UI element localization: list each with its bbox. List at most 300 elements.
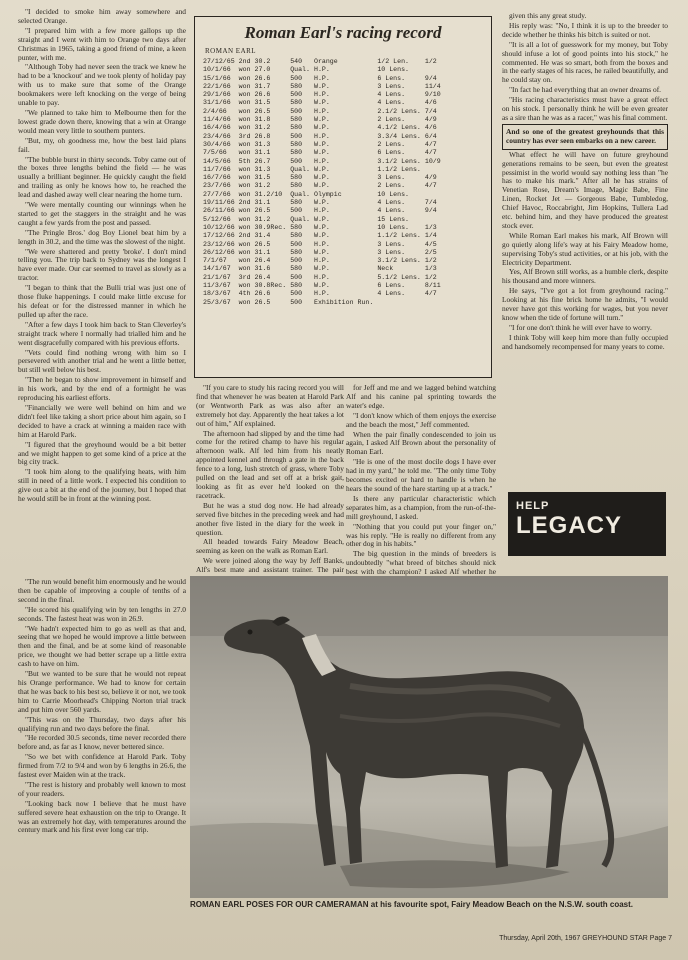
record-row	[203, 232, 445, 240]
record-cell: 6 Lens.	[377, 282, 406, 290]
record-cell: 26.6	[254, 91, 271, 99]
record-cell: 21/1/67	[203, 273, 231, 281]
record-row	[203, 158, 445, 166]
record-cell: 2nd	[238, 232, 251, 240]
record-cell: 9/4	[424, 207, 437, 215]
racing-record-subtitle: ROMAN EARL	[205, 47, 257, 55]
article-paragraph: While Roman Earl makes his mark, Alf Brown will go quietly along life's way at his Fairy Meadow home, supervising Toby's stud activities, or at his job, with the Electricity Department.	[502, 230, 668, 267]
record-cell: 4/9	[424, 116, 437, 124]
record-cell: H.P.	[313, 290, 330, 298]
record-cell: 7/4	[424, 107, 437, 115]
record-cell: 2nd	[238, 58, 251, 65]
record-cell: 31.4	[254, 232, 271, 240]
record-cell: 500	[290, 257, 303, 265]
record-cell: 4/6	[424, 99, 437, 107]
record-cell: won	[238, 99, 251, 107]
record-cell: 4 Lens.	[377, 290, 406, 298]
article-paragraph: When the pair finally condescended to join us again, I asked Alf Brown about the personality of Roman Earl.	[346, 429, 496, 457]
record-cell: 500	[290, 207, 303, 215]
record-cell: 30.9Rec.	[254, 223, 287, 231]
record-cell: 27.0	[254, 66, 271, 74]
record-cell: 1/3	[424, 223, 437, 231]
record-cell: W.P.	[313, 265, 330, 273]
article-paragraph: "I took him along to the qualifying heats, with him still in need of a little work. I expected his condition to give out a bit at the end of the journey, but I hoped that he would still be in front at the winning post.	[18, 467, 186, 504]
record-cell: 31.5	[254, 99, 271, 107]
record-cell: 2 Lens.	[377, 140, 406, 148]
record-cell: 11/4	[424, 82, 441, 90]
record-cell: 26.6	[254, 74, 271, 82]
record-row	[203, 75, 445, 83]
article-paragraph: "The run would benefit him enormously and he would then be capable of improving a couple of tenths of a second in the final.	[18, 577, 186, 604]
record-cell: 3 Lens.	[377, 248, 406, 256]
record-row	[203, 133, 445, 141]
record-cell: 3.1/2 Lens.	[377, 257, 421, 265]
record-cell: 4 Lens.	[377, 199, 406, 207]
record-cell: Qual.	[290, 66, 310, 74]
record-cell: 4/7	[424, 140, 437, 148]
article-paragraph: "The Pringle Bros.' dog Boy Lionel beat him by a length in 30.2, and the time was the slowest of the night.	[18, 227, 186, 246]
record-cell: 26.5	[254, 207, 271, 215]
article-paragraph: "The bubble burst in thirty seconds. Toby came out of the boxes three lengths behind the field — he was usually a brilliant beginner. He quickly caught the field and trailing as only he knows how to, he reached the lead and dashed away well clear nearing the home turn.	[18, 154, 186, 200]
record-cell: 18/3/67	[203, 290, 231, 298]
record-cell: 3 Lens.	[377, 82, 406, 90]
record-cell: Neck	[377, 265, 394, 273]
article-paragraph: "He scored his qualifying win by ten lengths in 27.0 seconds. The fastest heat was won in 26.9.	[18, 604, 186, 623]
record-cell: 31.3	[254, 165, 271, 173]
record-cell: 31.2/10	[254, 190, 283, 198]
record-cell: 26.5	[254, 298, 271, 306]
record-cell	[425, 216, 445, 224]
article-paragraph: given this any great study.	[509, 11, 587, 20]
record-cell: 7/5/66	[203, 149, 227, 157]
article-paragraph: "Then he began to show improvement in himself and in his work, and by the end of a fortnight he was reproducing his earliest efforts.	[18, 375, 186, 403]
record-cell: 26.4	[254, 257, 271, 265]
record-cell: won	[238, 91, 251, 99]
record-cell: H.P.	[313, 257, 330, 265]
record-cell: won	[238, 124, 251, 132]
record-cell: 26/12/66	[203, 248, 235, 256]
record-cell: 16/7/66	[203, 174, 231, 182]
article-paragraph: "But, my, oh goodness me, how the best laid plans fail.	[18, 135, 186, 154]
record-cell: W.P.	[313, 174, 330, 182]
record-cell: H.P.	[313, 132, 330, 140]
record-row	[203, 124, 445, 132]
record-row	[203, 116, 445, 124]
record-row	[203, 257, 445, 265]
record-cell: 500	[290, 74, 303, 82]
record-cell: 27/12/65	[203, 58, 235, 65]
record-cell: 31.1	[254, 199, 271, 207]
record-cell: 15 Lens.	[377, 215, 409, 223]
record-row	[203, 224, 445, 232]
record-cell: 30.8Rec.	[254, 282, 287, 290]
page-footer: Thursday, April 20th, 1967 GREYHOUND STAR Page 7	[499, 935, 672, 942]
record-cell: W.P.	[313, 182, 330, 190]
record-cell: H.P.	[313, 107, 330, 115]
article-paragraph: "Although Toby had never seen the track we knew he had to be a 'knockout' and we took plenty of holiday pay with us to make sure that some of the Orange bookmakers were left knocking on the verge of being unable to pay.	[18, 62, 186, 108]
record-cell: W.P.	[313, 116, 330, 124]
record-cell: W.P.	[313, 140, 330, 148]
record-cell: 11/7/66	[203, 165, 231, 173]
article-paragraph: He says, "I've got a lot from greyhound racing." Looking at his fine brick home he admits, "I would never have got this working for wages, but you never know when the tide of fortune will turn."	[502, 286, 668, 322]
record-cell: 4 Lens.	[377, 99, 406, 107]
record-cell: Olympic	[313, 190, 342, 198]
record-cell: 580	[290, 99, 303, 107]
record-cell: 580	[290, 174, 303, 182]
record-cell: 11/4/66	[203, 116, 231, 124]
record-cell: 580	[290, 124, 303, 132]
record-cell: 500	[290, 157, 303, 165]
record-cell: 580	[290, 248, 303, 256]
record-cell: won	[238, 282, 251, 290]
record-cell: 17/12/66	[203, 232, 235, 240]
record-cell: H.P.	[313, 240, 330, 248]
record-cell: 500	[290, 273, 303, 281]
record-cell: 6 Lens.	[377, 74, 406, 82]
record-cell: 4 Lens.	[377, 91, 406, 99]
record-cell: 31.2	[254, 124, 271, 132]
record-cell: 4.1/2 Lens.	[377, 124, 421, 132]
record-cell: H.P.	[313, 66, 330, 74]
record-cell: Qual.	[290, 215, 310, 223]
record-cell: won	[238, 165, 251, 173]
record-cell: 1/4	[424, 232, 437, 240]
record-cell: 27/7/66	[203, 190, 231, 198]
article-paragraph: "Financially we were well behind on him and we didn't feel like taking a short price about him again, so I decided to have a crack at winning a maiden race with him at Harold Park.	[18, 402, 186, 439]
record-cell: 580	[290, 282, 303, 290]
record-cell: 31.1	[254, 149, 271, 157]
record-cell: 31.5	[254, 174, 271, 182]
record-cell: won	[238, 116, 251, 124]
record-cell: 1/3	[424, 265, 437, 273]
record-cell: 1.1/2 Lens.	[377, 165, 421, 173]
record-cell: W.P.	[313, 199, 330, 207]
record-cell	[425, 166, 445, 174]
help-legacy-advert	[508, 492, 666, 556]
record-row	[203, 166, 445, 174]
greyhound-photo	[190, 576, 668, 898]
record-cell: won	[238, 107, 251, 115]
record-cell: 15/1/66	[203, 74, 231, 82]
article-paragraph: The big question in the minds of breeders is undoubtedly "what breed of bitches should nick best with the champion? I asked Alf whether he	[346, 549, 496, 577]
article-paragraph: We were joined along the way by Jeff Banks, Alf's best mate and assistant trainer. The pair	[196, 556, 344, 575]
record-cell: 7/1/67	[203, 257, 227, 265]
record-cell: 14/1/67	[203, 265, 231, 273]
record-cell: 6/4	[424, 132, 437, 140]
record-row	[203, 265, 445, 273]
record-cell: W.P.	[313, 82, 330, 90]
record-cell: 4/6	[424, 124, 437, 132]
article-paragraph: Is there any particular characteristic which separates him, as a champion, from the run-of-the-mill greyhound, I asked.	[346, 493, 496, 521]
record-cell: 26.5	[254, 107, 271, 115]
record-cell	[425, 66, 445, 74]
record-cell: won	[238, 257, 251, 265]
record-cell: 26.6	[254, 290, 271, 298]
article-paragraph: "But we wanted to be sure that he would not repeat his Orange performance. We had to know for certain that he was back to his best so, believe it or not, we took him to Carrie Moorhead's Chipping Norton trial track and put him over 560 yards.	[18, 669, 186, 714]
article-paragraph: Yes, Alf Brown still works, as a humble clerk, despite his thousand and more winners.	[502, 267, 668, 286]
article-paragraph: I think Toby will keep him more than fully occupied and handsomely recompensed for many years to come.	[502, 332, 668, 351]
record-cell: 1/2	[424, 257, 437, 265]
record-cell: 23/12/66	[203, 240, 235, 248]
record-cell: 31.2	[254, 215, 271, 223]
record-cell: 10/9	[424, 157, 441, 165]
record-cell: 19/11/66	[203, 199, 235, 207]
record-row	[203, 282, 445, 290]
record-row	[203, 216, 445, 224]
record-cell: 26.4	[254, 273, 271, 281]
article-paragraph: for Jeff and me and we lagged behind watching Alf and his canine pal sprinting towards the water's edge.	[346, 383, 496, 410]
record-cell: H.P.	[313, 91, 330, 99]
record-cell: won	[238, 240, 251, 248]
record-cell: 31.1	[254, 248, 271, 256]
record-cell: 6 Lens.	[377, 149, 406, 157]
article-paragraph: "We were shattered and pretty 'broke'. I don't mind telling you. The trip back to Sydney was the longest I have ever made. Our car seemed to travel as slowly as a tractor.	[18, 246, 186, 283]
record-cell: 4/7	[424, 149, 437, 157]
record-row	[203, 149, 445, 157]
record-row	[203, 58, 445, 66]
article-paragraph: "I don't know which of them enjoys the exercise and the beach the most," Jeff commented.	[346, 410, 496, 429]
record-row	[203, 91, 445, 99]
racing-record-table	[203, 58, 445, 307]
record-cell: 26.7	[254, 157, 271, 165]
record-cell: 5/12/66	[203, 215, 231, 223]
record-cell: 3rd	[238, 273, 251, 281]
record-cell: W.P.	[313, 232, 330, 240]
record-cell: 2.1/2 Lens.	[377, 107, 421, 115]
article-paragraph: "So we bet with confidence at Harold Park. Toby firmed from 7/2 to 9/4 and won by 6 lengths in 26.6, the fastest ever Maiden win at the track.	[18, 752, 186, 780]
record-cell: 23/4/66	[203, 132, 231, 140]
article-paragraph: "Nothing that you could put your finger on," was his reply. "He is really no different from any other dog in his habits."	[346, 521, 496, 549]
record-row	[203, 108, 445, 116]
article-paragraph: "I began to think that the Bulli trial was just one of those fluke happenings. I could make little excuse for his defeat or for the distressed manner in which he pulled up after the race.	[18, 283, 186, 319]
record-cell: won	[238, 265, 251, 273]
record-cell: 23/7/66	[203, 182, 231, 190]
record-cell: 2nd	[238, 199, 251, 207]
record-cell: 26.8	[254, 132, 271, 140]
record-cell: 31.3	[254, 140, 271, 148]
record-cell: 2 Lens.	[377, 116, 406, 124]
record-cell: 31/1/66	[203, 99, 231, 107]
article-paragraph: "He recorded 30.5 seconds, time never recorded there before and, as far as I know, never bettered since.	[18, 733, 186, 752]
record-cell: 2/5	[424, 248, 437, 256]
record-cell: 580	[290, 149, 303, 157]
record-cell: 500	[290, 290, 303, 298]
article-paragraph: "We were mentally counting our winnings when he started to get the staggers in the straight and he was caught a few yards from the post and passed.	[18, 200, 186, 227]
record-cell: won	[238, 174, 251, 182]
record-cell: 16/4/66	[203, 124, 231, 132]
record-cell: 31.2	[254, 182, 271, 190]
record-cell: 5th	[238, 157, 251, 165]
record-row	[203, 241, 445, 249]
article-column-1-continued	[18, 578, 186, 896]
record-row	[203, 207, 445, 215]
record-cell: H.P.	[313, 157, 330, 165]
record-cell: won	[238, 248, 251, 256]
record-cell: 1/2	[424, 273, 437, 281]
article-paragraph: The afternoon had slipped by and the time had come for the retired champ to have his regular afternoon walk. Alf led him from his neatly appointed kennel and through a gate in the back fence to a long, lush stretch of grass, where Toby pulled on the lead and set off at a brisk gait, looking as fit as ever he'd looked on the racetrack.	[196, 428, 344, 500]
record-cell: 580	[290, 265, 303, 273]
record-cell: 31.7	[254, 82, 271, 90]
record-row	[203, 290, 445, 298]
article-column-right	[502, 12, 668, 488]
article-paragraph: "I decided to smoke him away somewhere and selected Orange.	[18, 7, 186, 25]
record-cell: 3rd	[238, 132, 251, 140]
record-cell: H.P.	[313, 207, 330, 215]
callout-box: And so one of the greatest greyhounds that this country has ever seen embarks on a new career.	[502, 124, 668, 150]
record-cell: 1/2	[424, 58, 437, 65]
record-cell: 3.1/2 Lens.	[377, 157, 421, 165]
record-row	[203, 174, 445, 182]
record-cell: 10/12/66	[203, 223, 235, 231]
record-row	[203, 182, 445, 190]
record-cell: 9/10	[424, 91, 441, 99]
article-paragraph: His reply was: "No, I think it is up to the breeder to decide whether he thinks his bitch is suited or not.	[502, 20, 668, 39]
record-cell: 26/11/66	[203, 207, 235, 215]
article-paragraph: "We hadn't expected him to go as well as that and, seeing that we hoped he would improve a little between then and the final, and be at some kind of reasonable price, we thought we had better scrape up a little extra cash to have on him.	[18, 623, 186, 669]
record-cell: H.P.	[313, 74, 330, 82]
article-paragraph: "I figured that the greyhound would be a bit better and we might happen to get some kind of a price at the big city track.	[18, 439, 186, 467]
record-cell: won	[238, 298, 251, 306]
record-cell: 500	[290, 132, 303, 140]
record-cell: 580	[290, 182, 303, 190]
record-cell: H.P.	[313, 273, 330, 281]
article-paragraph: "This was on the Thursday, two days after his qualifying run and two days before the final.	[18, 714, 186, 733]
record-cell: 580	[290, 116, 303, 124]
article-paragraph: "We planned to take him to Melbourne then for the lowest grade down there, knowing that a win at Orange would mean very little to southern punters.	[18, 107, 186, 135]
record-row	[203, 99, 445, 107]
record-cell: 25/3/67	[203, 298, 231, 306]
record-cell: Orange	[313, 58, 338, 65]
record-cell: W.P.	[313, 248, 330, 256]
record-row	[203, 83, 445, 91]
record-cell: 500	[290, 91, 303, 99]
record-cell: 580	[290, 140, 303, 148]
record-cell: 31.8	[254, 116, 271, 124]
record-cell: 30.2	[254, 58, 271, 65]
record-cell: W.P.	[313, 149, 330, 157]
record-cell: 500	[290, 298, 303, 306]
record-row	[203, 66, 445, 74]
article-paragraph: "The rest is history and probably well known to most of your readers.	[18, 779, 186, 798]
article-paragraph: "Vets could find nothing wrong with him so I persevered with another trial and he went a little better, but still well below his best.	[18, 347, 186, 375]
record-cell: 4/7	[424, 290, 437, 298]
article-paragraph: But he was a stud dog now. He had already served five bitches in the preceding week and had another five listed in the diary for the week in question.	[196, 500, 344, 537]
record-cell	[425, 299, 445, 307]
record-cell: Qual.	[290, 165, 310, 173]
record-cell: 22/1/66	[203, 82, 231, 90]
record-cell: 1/2 Len.	[377, 58, 409, 65]
record-cell: 580	[290, 232, 303, 240]
record-cell: 4/7	[424, 182, 437, 190]
record-row	[203, 199, 445, 207]
record-cell: won	[238, 74, 251, 82]
record-cell: won	[238, 207, 251, 215]
record-cell: 580	[290, 223, 303, 231]
article-column-middle-left	[196, 383, 344, 575]
article-paragraph: "After a few days I took him back to Stan Cleverley's straight track where I normally had trialled him and he went disgracefully compared with his previous efforts.	[18, 319, 186, 347]
article-paragraph: "He is one of the most docile dogs I have ever had in my yard," he told me. "The only time Toby becomes excited or hard to handle is when he hears the sound of the hare starting up at a track."	[346, 457, 496, 493]
record-cell: 4/5	[424, 240, 437, 248]
record-cell: 3 Lens.	[377, 174, 406, 182]
record-cell: W.P.	[313, 215, 330, 223]
record-cell: 500	[290, 240, 303, 248]
record-cell: won	[238, 182, 251, 190]
record-cell: W.P.	[313, 124, 330, 132]
article-paragraph: "If you care to study his racing record you will find that whenever he was beaten at Harold Park (or Wentworth Park as was also after an extremely hot day. Apparently the heat takes a lot out of him," Alf explained.	[196, 383, 344, 428]
record-cell: 31.6	[254, 265, 271, 273]
record-cell	[377, 299, 425, 307]
article-paragraph: "I for one don't think he will ever have to worry.	[509, 322, 652, 332]
article-column-middle-right	[346, 383, 496, 577]
record-cell	[425, 191, 445, 199]
record-cell: 10 Lens.	[377, 66, 409, 74]
record-cell: 8/11	[424, 282, 441, 290]
record-cell: 580	[290, 199, 303, 207]
record-cell: won	[238, 215, 251, 223]
article-column-1	[18, 8, 186, 576]
record-cell: 2 Lens.	[377, 182, 406, 190]
legacy-text: LEGACY	[516, 512, 623, 539]
racing-record-box	[194, 16, 492, 378]
article-paragraph: "It is all a lot of guesswork for my money, but Toby should infuse a lot of good points into his stock," he commented. He was so smart, both from the boxes and in the early stages of his races, he railed beautifully, and he could stay on.	[502, 39, 668, 85]
record-row	[203, 274, 445, 282]
record-cell: 3 Lens.	[377, 240, 406, 248]
record-cell: 540	[290, 58, 303, 65]
record-cell: 3.3/4 Lens.	[377, 132, 421, 140]
article-paragraph: "Looking back now I believe that he must have suffered severe heat exhaustion on the trip to Orange. It was an extremely hot day, with temperatures around the century mark and his first ever long car trip.	[18, 798, 186, 835]
record-row	[203, 299, 445, 307]
record-cell: won	[238, 82, 251, 90]
record-cell: 500	[290, 107, 303, 115]
record-cell: Exhibition Run.	[313, 298, 374, 306]
article-paragraph: All headed towards Fairy Meadow Beach, seeming as keen on the walk as Roman Earl.	[196, 537, 344, 556]
record-cell: 7/4	[424, 199, 437, 207]
record-cell: won	[238, 190, 251, 198]
record-cell: 10 Lens.	[377, 223, 409, 231]
record-cell: 26.5	[254, 240, 271, 248]
record-cell: W.P.	[313, 223, 330, 231]
record-cell: 580	[290, 82, 303, 90]
article-paragraph: "His racing characteristics must have a great effect on his stock. I personally think he will be even greater as a sire than he was as a racer," was his final comment.	[502, 95, 668, 122]
record-cell: 29/1/66	[203, 91, 231, 99]
greyhound-photo-image	[190, 576, 668, 898]
racing-record-title: Roman Earl's racing record	[244, 23, 442, 42]
record-cell: won	[238, 223, 251, 231]
record-cell: Qual.	[290, 190, 310, 198]
record-row	[203, 249, 445, 257]
record-cell: 14/5/66	[203, 157, 231, 165]
article-paragraph: "I prepared him with a few more gallops up the straight and I went with him to Orange two days after Christmas in 1965, taking a good friend of mine, a keen punter, with me.	[18, 25, 186, 62]
record-cell: 30/4/66	[203, 140, 231, 148]
record-cell: 9/4	[424, 74, 437, 82]
record-cell: 10/1/66	[203, 66, 231, 74]
record-cell: 1.1/2 Lens.	[377, 232, 421, 240]
record-cell: won	[238, 149, 251, 157]
record-cell: 4/9	[424, 174, 437, 182]
record-cell: 2/4/66	[203, 107, 227, 115]
article-paragraph: What effect he will have on future greyhound generations remains to be seen, but even the greatest pessimist in the world would say nothing less than "he has to make his mark." After all he has strains of Venetian Rose, Dream's Image, Magic Babe, Fine Linen, Rocket Jet — Gorgeous Babe, Tumbledog, Chief Havoc, Roccabright, Jim Hopkins, Tullera Lad etc. behind him, and they have produced the greatest stock ever.	[502, 149, 668, 230]
article-paragraph: "In fact he had everything that an owner dreams of.	[509, 85, 662, 95]
record-cell: W.P.	[313, 99, 330, 107]
record-cell: 10 Lens.	[377, 190, 409, 198]
record-cell: 4 Lens.	[377, 207, 406, 215]
help-text: HELP	[516, 500, 550, 512]
record-row	[203, 141, 445, 149]
record-cell: won	[238, 66, 251, 74]
record-row	[203, 191, 445, 199]
record-cell: 4th	[238, 290, 251, 298]
record-cell: W.P.	[313, 282, 330, 290]
